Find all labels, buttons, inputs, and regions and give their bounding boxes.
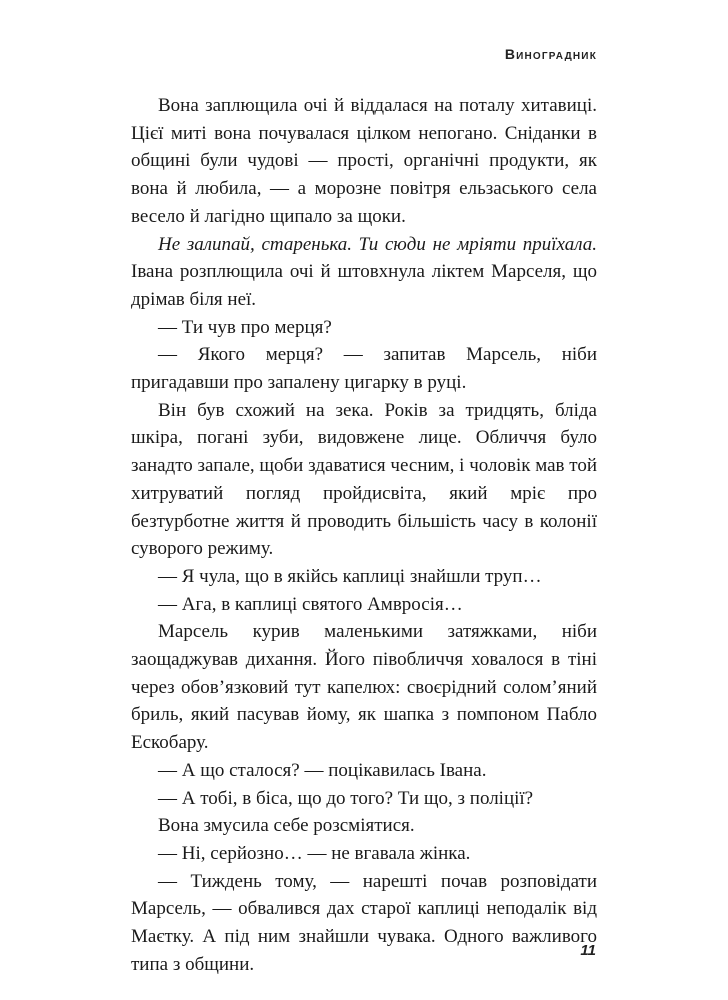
paragraph: Марсель курив маленькими затяжками, ніби заощаджував дихання. Його півобличчя ховалося в тіні через обов’язковий тут капелюх: своєрідний солом’яний бриль, який пасував йому, як шапка з помпоном Пабло Ескобару. bbox=[131, 621, 597, 754]
paragraph: Не залипай, старенька. Ти сюди не мріяти приїхала. Івана розплющила очі й штовхнула ліктем Марселя, що дрімав біля неї. bbox=[131, 233, 597, 310]
dialogue-line: — Ти чув про мерця? bbox=[158, 316, 332, 338]
body-text bbox=[131, 92, 597, 979]
running-header: Виноградник bbox=[504, 46, 597, 62]
dialogue-line: — Я чула, що в якійсь каплиці знайшли труп… bbox=[158, 565, 542, 587]
paragraph: Він був схожий на зека. Років за тридцять, бліда шкіра, погані зуби, видовжене лице. Обличчя було занадто запале, щоби здаватися чесним, і чоловік мав той хитруватий погляд пройдисвіта, який мріє про безтурботне життя й проводить більшість часу в колонії суворого режиму. bbox=[131, 399, 597, 560]
paragraph: Вона змусила себе розсміятися. bbox=[158, 815, 415, 837]
dialogue-line: — Ні, серйозно… — не вгавала жінка. bbox=[158, 842, 471, 864]
dialogue-line: — Ага, в каплиці святого Амвросія… bbox=[158, 593, 463, 615]
page-number: 11 bbox=[580, 942, 596, 959]
dialogue-line: — Якого мерця? — запитав Марсель, ніби пригадавши про запалену цигарку в руці. bbox=[131, 344, 597, 394]
dialogue-line: — Тиждень тому, — нарешті почав розповідати Марсель, — обвалився дах старої каплиці неподалік від Маєтку. А під ним знайшли чувака. Одного важливого типа з общини. bbox=[131, 870, 597, 975]
italic-thought: Не залипай, старенька. Ти сюди не мріяти приїхала. bbox=[158, 233, 597, 255]
dialogue-line: — А що сталося? — поцікавилась Івана. bbox=[158, 759, 487, 781]
dialogue-line: — А тобі, в біса, що до того? Ти що, з поліції? bbox=[158, 787, 534, 809]
paragraph: Вона заплющила очі й віддалася на поталу хитавиці. Цієї миті вона почувалася цілком непогано. Сніданки в общині були чудові — прості, органічні продукти, як вона й любила, — а морозне повітря ельзаського села весело й лагідно щипало за щоки. bbox=[131, 95, 597, 227]
